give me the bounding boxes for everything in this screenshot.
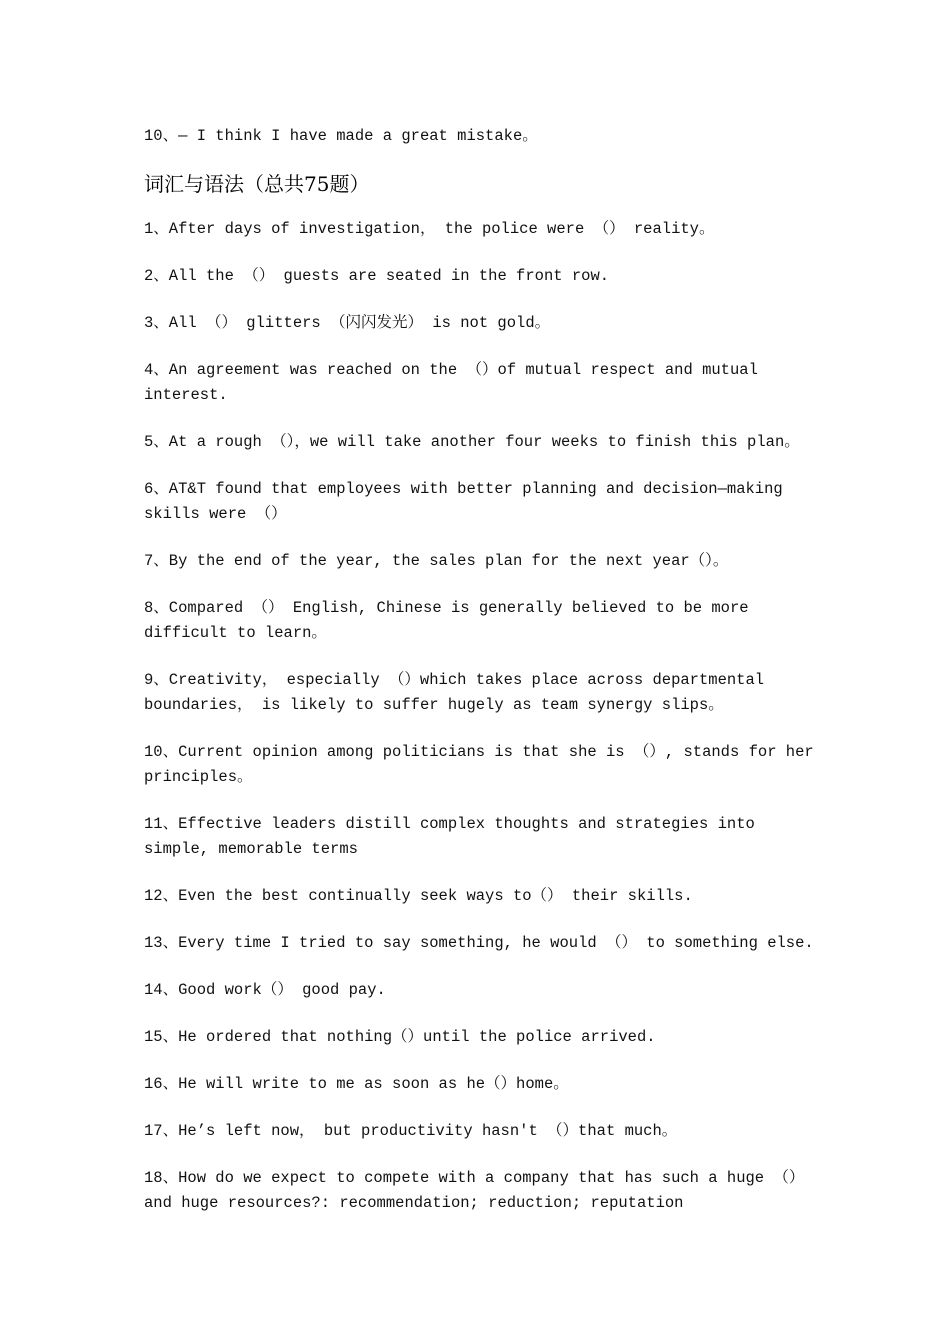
question-item: 11、Effective leaders distill complex thoughts and strategies into simple, memorable terms: [144, 815, 765, 858]
question-item: 2、All the （） guests are seated in the front row.: [144, 267, 610, 285]
question-item: 16、He will write to me as soon as he（）home。: [144, 1075, 569, 1093]
question-list: [144, 217, 824, 1216]
question-item: 14、Good work（） good pay.: [144, 981, 386, 999]
section-heading: 词汇与语法（总共75题）: [144, 172, 370, 196]
question-item: 4、An agreement was reached on the （）of mutual respect and mutual interest.: [144, 361, 768, 404]
question-item: 7、By the end of the year, the sales plan for the next year（）。: [144, 552, 729, 570]
document-content: [144, 124, 824, 1238]
question-item: 13、Every time I tried to say something, he would （） to something else.: [144, 934, 814, 952]
question-item: 9、Creativity， especially （）which takes place across departmental boundaries， is likely to suffer hugely as team synergy slips。: [144, 671, 774, 714]
question-item: 10、Current opinion among politicians is that she is （）, stands for her principles。: [144, 743, 824, 786]
question-item: 6、AT&T found that employees with better planning and decision—making skills were （）: [144, 480, 793, 523]
question-item: 18、How do we expect to compete with a company that has such a huge （）and huge resources?: recommendation; reduction; reputation: [144, 1169, 805, 1212]
question-item: 15、He ordered that nothing（）until the police arrived.: [144, 1028, 656, 1046]
question-item: 17、He’s left now， but productivity hasn't （）that much。: [144, 1122, 678, 1140]
question-item: 12、Even the best continually seek ways to（） their skills.: [144, 887, 693, 905]
question-item: 5、At a rough （），we will take another four weeks to finish this plan。: [144, 433, 800, 451]
question-item: 8、Compared （） English, Chinese is generally believed to be more difficult to learn。: [144, 599, 758, 642]
question-item: 3、All （） glitters （闪闪发光） is not gold。: [144, 314, 551, 332]
question-item: 1、After days of investigation， the police were （） reality。: [144, 220, 715, 238]
intro-question: 10、— I think I have made a great mistake。: [144, 127, 538, 145]
